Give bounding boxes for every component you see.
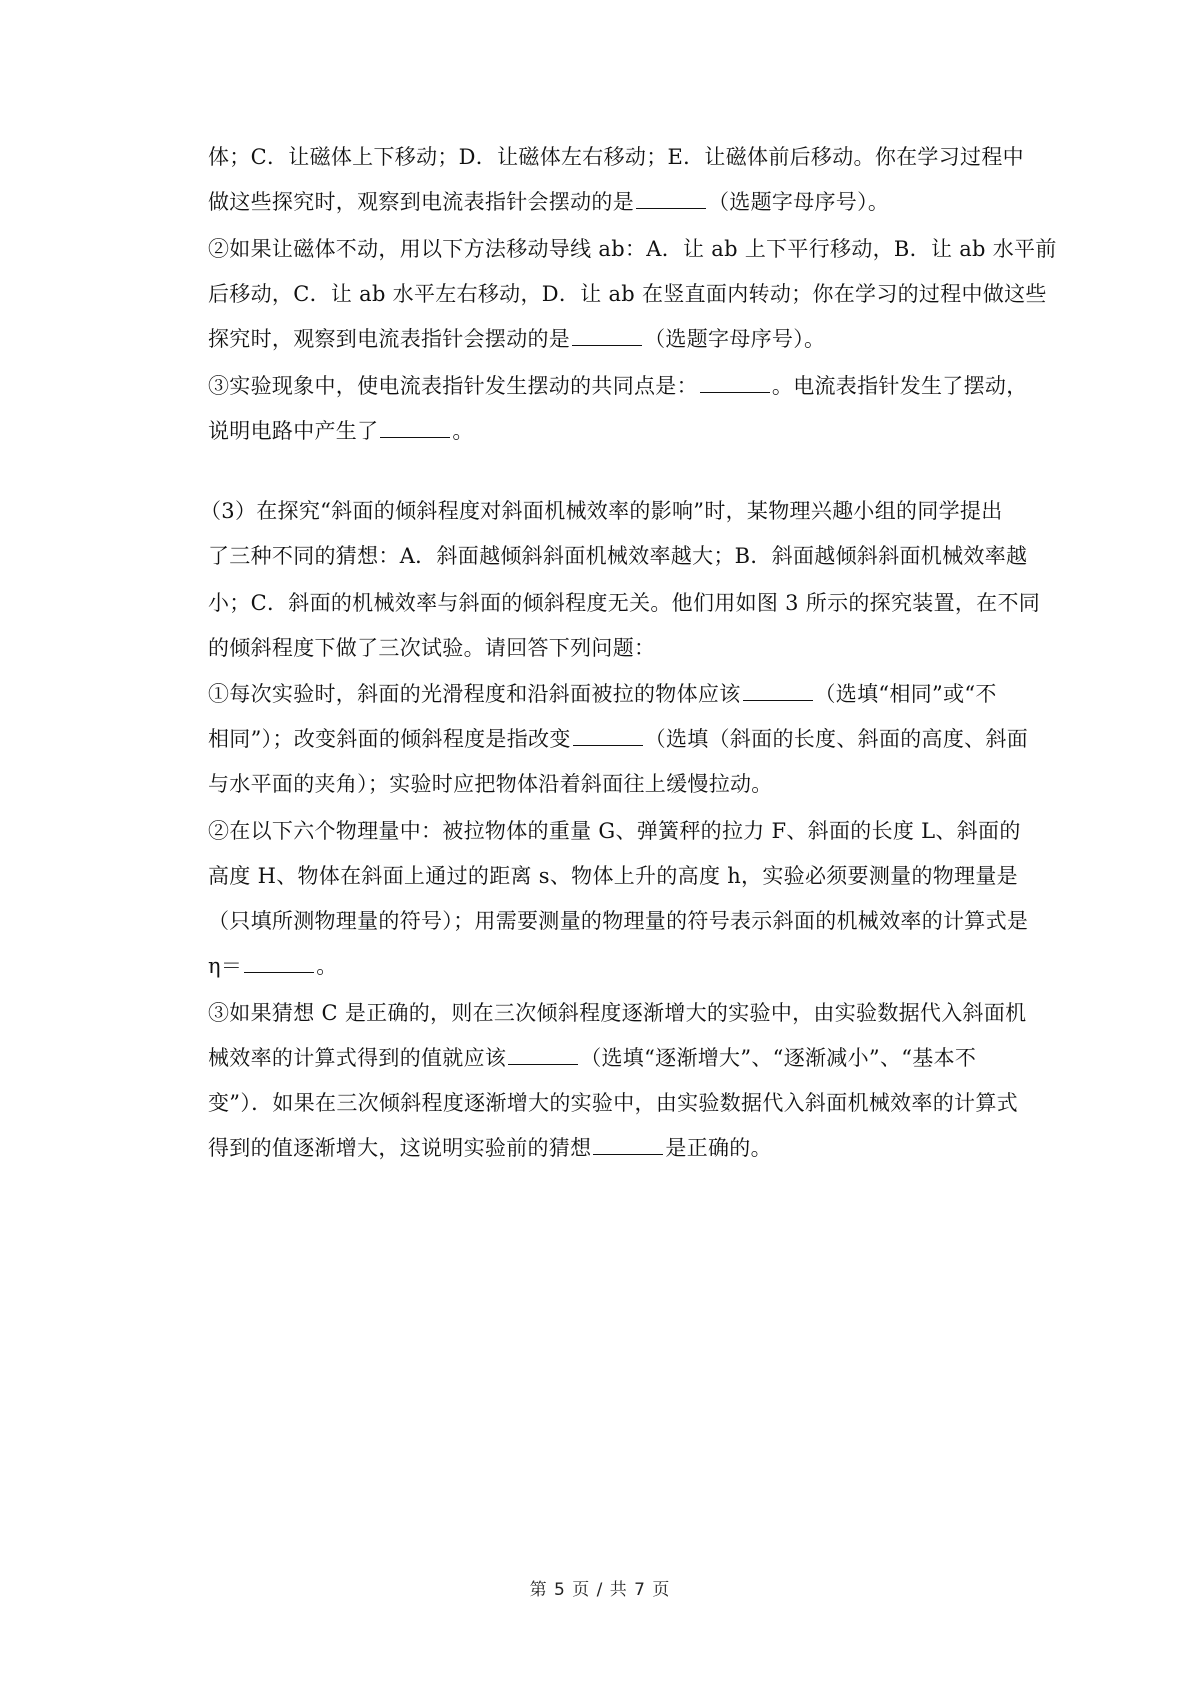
text-segment: 。电流表指针发生了摆动，: [771, 374, 1028, 398]
text-segment: ②在以下六个物理量中：被拉物体的重量 G、弹簧秤的拉力 F、斜面的长度 L、斜面的: [208, 819, 1021, 843]
text-segment: 了三种不同的猜想：A．斜面越倾斜斜面机械效率越大；B．斜面越倾斜斜面机械效率越: [208, 544, 1028, 568]
text-segment: 说明电路中产生了: [208, 419, 379, 443]
text-segment: 探究时，观察到电流表指针会摆动的是: [208, 327, 571, 351]
text-line: [208, 861, 1018, 891]
text-segment: ①每次实验时，斜面的光滑程度和沿斜面被拉的物体应该: [208, 682, 741, 706]
text-segment: 是正确的。: [665, 1136, 772, 1160]
text-line: [208, 998, 1026, 1028]
text-line: [208, 906, 1028, 936]
answer-blank[interactable]: [593, 1134, 663, 1155]
text-segment: （选题字母序号）。: [708, 190, 890, 214]
text-segment: ③实验现象中，使电流表指针发生摆动的共同点是：: [208, 374, 698, 398]
text-line: [208, 541, 1027, 571]
text-segment: 高度 H、物体在斜面上通过的距离 s、物体上升的高度 h，实验必须要测量的物理量是: [208, 864, 1018, 888]
text-segment: 得到的值逐渐增大，这说明实验前的猜想: [208, 1136, 592, 1160]
answer-blank[interactable]: [508, 1044, 578, 1065]
answer-blank[interactable]: [636, 188, 706, 209]
text-line: [200, 496, 1003, 526]
text-segment: （只填所测物理量的符号）；用需要测量的物理量的符号表示斜面的机械效率的计算式是: [208, 909, 1029, 933]
text-line: [208, 679, 997, 709]
text-segment: 。: [452, 419, 474, 443]
text-segment: （3）在探究“斜面的倾斜程度对斜面机械效率的影响”时，某物理兴趣小组的同学提出: [200, 499, 1003, 523]
text-segment: ②如果让磁体不动，用以下方法移动导线 ab：A．让 ab 上下平行移动，B．让 ab 水平前: [208, 237, 1057, 261]
text-line: [208, 588, 1040, 618]
text-line: [208, 187, 889, 217]
text-segment: η＝: [208, 954, 243, 978]
page-footer: 第 5 页 / 共 7 页: [529, 1580, 671, 1600]
answer-blank[interactable]: [573, 725, 643, 746]
text-segment: 后移动，C．让 ab 水平左右移动，D．让 ab 在竖直面内转动；你在学习的过程中做这些: [208, 282, 1047, 306]
text-segment: 做这些探究时，观察到电流表指针会摆动的是: [208, 190, 634, 214]
text-segment: 的倾斜程度下做了三次试验。请回答下列问题：: [208, 636, 656, 660]
answer-blank[interactable]: [572, 325, 642, 346]
text-segment: 械效率的计算式得到的值就应该: [208, 1046, 507, 1070]
text-segment: 体；C．让磁体上下移动；D．让磁体左右移动；E．让磁体前后移动。你在学习过程中: [208, 145, 1024, 169]
text-segment: 变”）．如果在三次倾斜程度逐渐增大的实验中，由实验数据代入斜面机械效率的计算式: [208, 1091, 1018, 1115]
text-line: [208, 234, 1057, 264]
answer-blank[interactable]: [700, 372, 770, 393]
text-segment: （选填“逐渐增大”、“逐渐减小”、“基本不: [580, 1046, 977, 1070]
text-segment: 。: [316, 954, 338, 978]
text-line: [208, 724, 1028, 754]
text-segment: （选题字母序号）。: [644, 327, 826, 351]
text-line: [208, 951, 338, 981]
text-line: [208, 371, 1028, 401]
text-line: [208, 324, 825, 354]
text-segment: 小；C．斜面的机械效率与斜面的倾斜程度无关。他们用如图 3 所示的探究装置，在不同: [208, 591, 1041, 615]
text-segment: （选填（斜面的长度、斜面的高度、斜面: [644, 727, 1029, 751]
answer-blank[interactable]: [380, 417, 450, 438]
text-segment: ③如果猜想 C 是正确的，则在三次倾斜程度逐渐增大的实验中，由实验数据代入斜面机: [208, 1001, 1027, 1025]
text-segment: 相同”）；改变斜面的倾斜程度是指改变: [208, 727, 571, 751]
text-segment: 与水平面的夹角）；实验时应把物体沿着斜面往上缓慢拉动。: [208, 772, 773, 796]
text-line: [208, 416, 474, 446]
text-segment: （选填“相同”或“不: [814, 682, 997, 706]
answer-blank[interactable]: [244, 952, 314, 973]
text-line: [208, 1088, 1018, 1118]
text-line: [208, 1133, 772, 1163]
answer-blank[interactable]: [743, 680, 813, 701]
text-line: [208, 816, 1021, 846]
text-line: [208, 1043, 976, 1073]
text-line: [208, 633, 655, 663]
text-line: [208, 769, 773, 799]
text-line: [208, 279, 1047, 309]
text-line: [208, 142, 1024, 172]
